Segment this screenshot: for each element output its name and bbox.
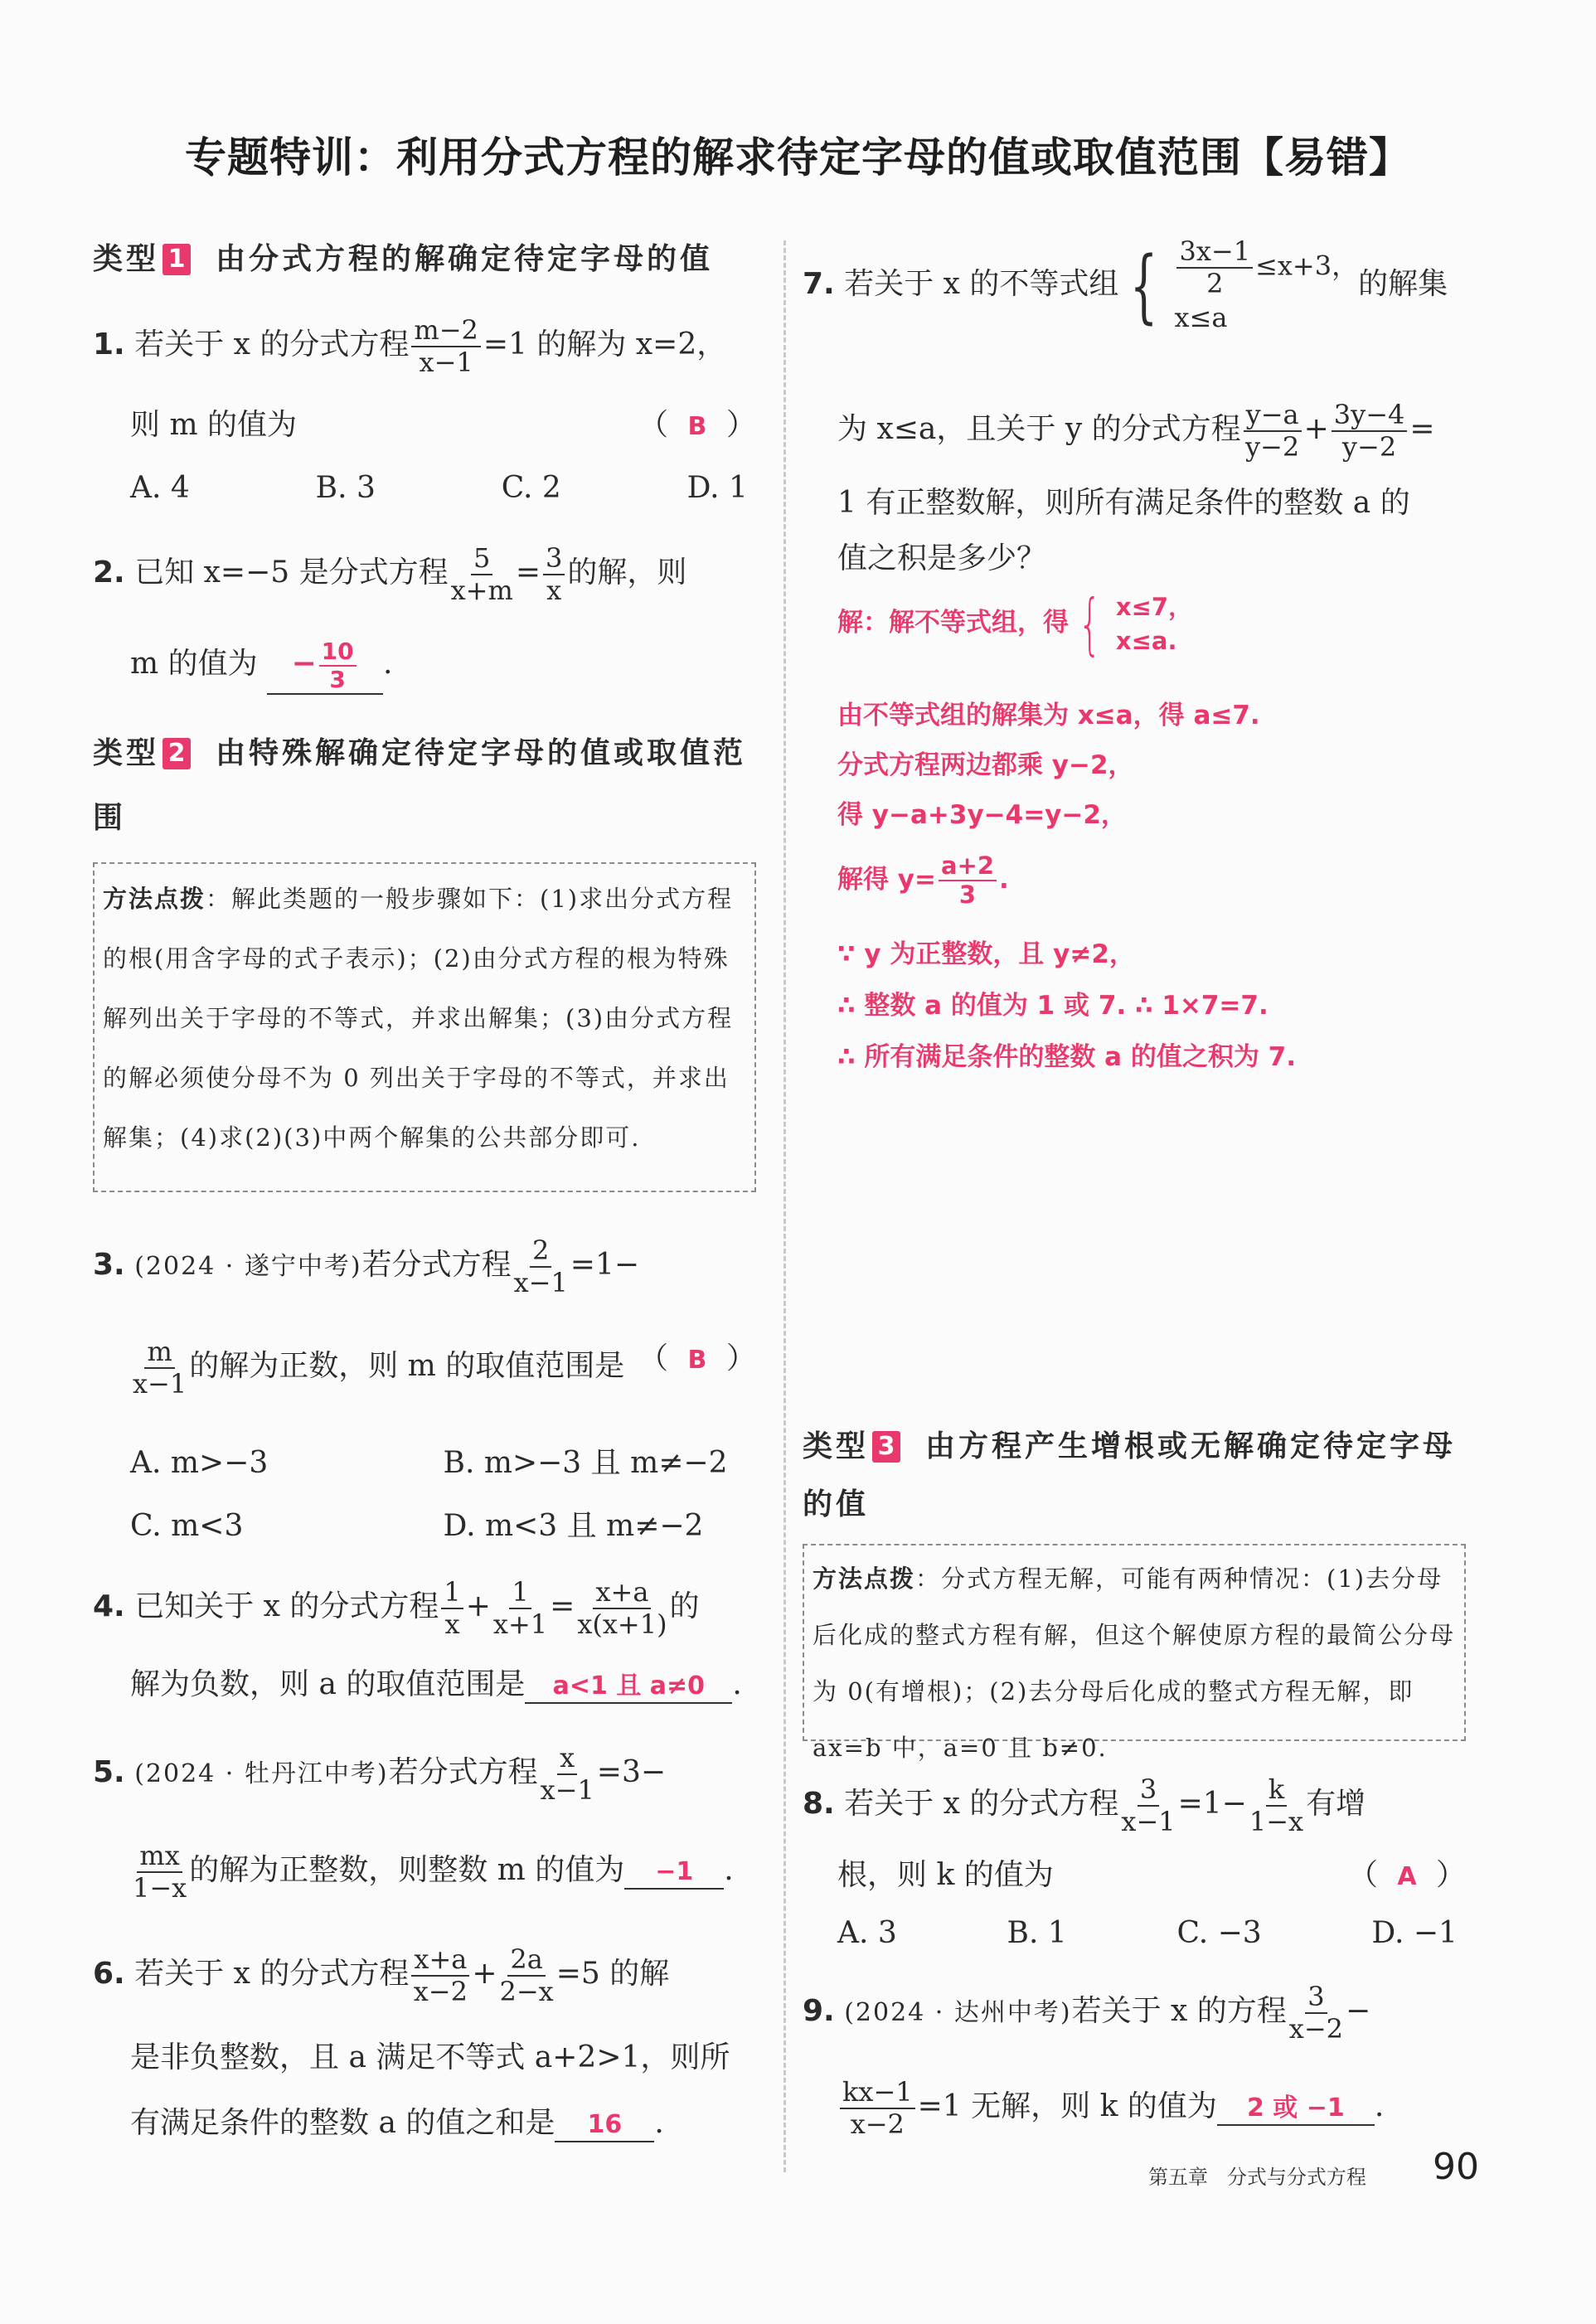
solution-7-step2: 由不等式组的解集为 x≤a，得 a≤7. bbox=[837, 701, 1260, 730]
question-7-line2: 为 x≤a，且关于 y 的分式方程 $\frac{y-a}{y-2}$ + $\frac{3y-4}{y-2}$ = bbox=[837, 399, 1435, 463]
method-tip-box: 方法点拨：解此类题的一般步骤如下：(1)求出分式方程的根(用含字母的式子表示)；(2)由分式方程的根为特殊解列出关于字母的不等式，并求出解集；(3)由分式方程的解必须使分母不为 0 列出关于字母的不等式，并求出解集；(4)求(2)(3)中两个解集的公共部分即可. bbox=[93, 862, 756, 1192]
fraction: $\frac{3y-4}{y-2}$ bbox=[1332, 400, 1408, 463]
question-7-line4: 值之积是多少？ bbox=[837, 541, 1047, 575]
type-3-heading: 类型 3 由方程产生增根或无解确定待定字母的值 bbox=[803, 1429, 1457, 1521]
question-9: 9. (2024 · 达州中考)若关于 x 的方程 $\frac{3}{x-2}$ − bbox=[803, 1981, 1371, 2045]
solution-7-step1: 解：解不等式组，得 { x≤7， x≤a. bbox=[837, 585, 1193, 662]
answer-blank: 16 bbox=[555, 2108, 654, 2142]
question-6: 6. 若关于 x 的分式方程 $\frac{x+a}{x-2}$ + $\frac{2a}{2-x}$ =5 的解 bbox=[93, 1943, 670, 2007]
fraction: $\frac{3}{x-1}$ bbox=[1121, 1773, 1176, 1837]
question-2-line2: m 的值为 − $\frac{10}{3}$ . bbox=[93, 638, 756, 695]
answer-paren: （ B ） bbox=[638, 1337, 756, 1381]
fraction: $\frac{1}{x}$ bbox=[441, 1577, 463, 1640]
solution-7-step3: 分式方程两边都乘 y−2， bbox=[837, 750, 1134, 780]
answer-paren: （ A ） bbox=[1348, 1853, 1466, 1898]
fraction: $\frac{5}{x+m}$ bbox=[450, 542, 513, 606]
answer-choice: B bbox=[687, 412, 707, 441]
question-6-line3: 有满足条件的整数 a 的值之和是 16 . bbox=[93, 2101, 756, 2146]
question-1-options bbox=[93, 466, 756, 511]
option-c: C. m<3 bbox=[130, 1509, 244, 1543]
page-title: 专题特训：利用分式方程的解求待定字母的值或取值范围【易错】 bbox=[185, 133, 1411, 182]
fraction: $\frac{3}{x}$ bbox=[543, 543, 565, 606]
answer-blank: −1 bbox=[624, 1856, 724, 1890]
question-7-line3: 1 有正整数解，则所有满足条件的整数 a 的 bbox=[837, 486, 1410, 520]
inequality-system: { $\frac{3x-1}{2}$ ≤x+3， x≤a bbox=[1130, 235, 1359, 333]
solution-7-step8: ∴ 所有满足条件的整数 a 的值之积为 7. bbox=[837, 1042, 1297, 1072]
solution-7-step4: 得 y−a+3y−4=y−2， bbox=[837, 800, 1127, 830]
fraction: $\frac{y-a}{y-2}$ bbox=[1244, 400, 1302, 463]
question-5: 5. (2024 · 牡丹江中考)若分式方程 $\frac{x}{x-1}$ =3− bbox=[93, 1742, 667, 1806]
option-b: B. m>−3 且 m≠−2 bbox=[443, 1446, 728, 1480]
question-3-line2: $\frac{m}{x-1}$ 的解为正数，则 m 的取值范围是 （ B ） bbox=[133, 1336, 756, 1400]
fraction: $\frac{x}{x-1}$ bbox=[540, 1742, 594, 1806]
fraction: $\frac{kx-1}{x-2}$ bbox=[840, 2077, 915, 2140]
chapter-topic: 分式与分式方程 bbox=[1226, 2166, 1366, 2189]
answer-blank: − $\frac{10}{3}$ bbox=[267, 638, 383, 695]
fraction: $\frac{2}{x-1}$ bbox=[513, 1235, 568, 1298]
question-8-options bbox=[803, 1911, 1466, 1956]
solution-7-step5: 解得 y= $\frac{a+2}{3}$ . bbox=[837, 851, 1009, 910]
question-8: 8. 若关于 x 的分式方程 $\frac{3}{x-1}$ =1− $\frac{k}{1-x}$ 有增 bbox=[803, 1773, 1366, 1837]
answer-choice: B bbox=[687, 1346, 707, 1375]
solution-7-step6: ∵ y 为正整数，且 y≠2， bbox=[837, 939, 1135, 969]
fraction: $\frac{m}{x-1}$ bbox=[133, 1336, 187, 1400]
option-a: A. 4 bbox=[130, 471, 190, 505]
question-2: 2. 已知 x=−5 是分式方程 $\frac{5}{x+m}$ = $\frac{3}{x}$ 的解，则 bbox=[93, 542, 687, 606]
option-a: A. m>−3 bbox=[130, 1446, 269, 1480]
question-1-line2: 则 m 的值为 （ B ） bbox=[93, 403, 756, 448]
type-badge: 3 bbox=[872, 1431, 900, 1463]
type-2-heading: 类型 2 由特殊解确定待定字母的值或取值范围 bbox=[93, 736, 747, 835]
option-c: C. 2 bbox=[501, 471, 561, 505]
question-9-line2: $\frac{kx-1}{x-2}$ =1 无解，则 k 的值为 2 或 −1 . bbox=[803, 2077, 1466, 2140]
question-3-options bbox=[93, 1432, 756, 1558]
fraction: $\frac{x+a}{x-2}$ bbox=[411, 1944, 469, 2007]
fraction: $\frac{a+2}{3}$ bbox=[939, 852, 997, 910]
option-a: A. 3 bbox=[837, 1916, 897, 1950]
question-4-line2: 解为负数，则 a 的取值范围是 a<1 且 a≠0 . bbox=[93, 1662, 756, 1707]
answer-paren: （ B ） bbox=[638, 403, 756, 448]
question-4: 4. 已知关于 x 的分式方程 $\frac{1}{x}$ + $\frac{1}{x+1}$ = $\frac{x+a}{x(x+1)}$ 的 bbox=[93, 1576, 700, 1640]
fraction: $\frac{mx}{1-x}$ bbox=[133, 1840, 187, 1904]
option-b: B. 1 bbox=[1007, 1916, 1067, 1950]
type-badge: 1 bbox=[163, 244, 191, 275]
page-number: 90 bbox=[1433, 2146, 1479, 2188]
option-c: C. −3 bbox=[1176, 1916, 1262, 1950]
fraction: $\frac{1}{x+1}$ bbox=[492, 1576, 548, 1640]
fraction: $\frac{k}{1-x}$ bbox=[1249, 1773, 1304, 1837]
question-6-line2: 是非负整数，且 a 满足不等式 a+2>1，则所 bbox=[130, 2040, 730, 2074]
solution-7-step7: ∴ 整数 a 的值为 1 或 7. ∴ 1×7=7. bbox=[837, 991, 1269, 1021]
fraction: $\frac{m-2}{x-1}$ bbox=[411, 315, 481, 378]
fraction: $\frac{3x-1}{2}$ bbox=[1176, 236, 1253, 299]
answer-fraction: $\frac{10}{3}$ bbox=[319, 638, 357, 693]
fraction: $\frac{x+a}{x(x+1)}$ bbox=[577, 1576, 667, 1640]
question-1: 1. 若关于 x 的分式方程 $\frac{m-2}{x-1}$ =1 的解为 x=2， bbox=[93, 314, 727, 378]
type-badge: 2 bbox=[163, 738, 191, 769]
question-5-line2: $\frac{mx}{1-x}$ 的解为正整数，则整数 m 的值为 −1 . bbox=[133, 1840, 734, 1904]
method-tip-box: 方法点拨：分式方程无解，可能有两种情况：(1)去分母后化成的整式方程有解，但这个解使原方程的最简公分母为 0(有增根)；(2)去分母后化成的整式方程无解，即 ax=b 中，a=0 且 b≠0. bbox=[803, 1544, 1466, 1741]
type-1-heading: 类型 1 由分式方程的解确定待定字母的值 bbox=[93, 242, 714, 276]
chapter-label: 第五章 bbox=[1148, 2166, 1208, 2189]
question-3: 3. (2024 · 遂宁中考)若分式方程 $\frac{2}{x-1}$ =1− bbox=[93, 1235, 640, 1298]
answer-blank: 2 或 −1 bbox=[1217, 2092, 1375, 2126]
question-8-line2: 根，则 k 的值为 （ A ） bbox=[803, 1853, 1466, 1898]
option-d: D. −1 bbox=[1371, 1916, 1458, 1950]
answer-blank: a<1 且 a≠0 bbox=[525, 1670, 732, 1704]
fraction: $\frac{2a}{2-x}$ bbox=[499, 1943, 554, 2007]
option-d: D. m<3 且 m≠−2 bbox=[443, 1509, 704, 1543]
solution-system: { x≤7， x≤a. bbox=[1078, 585, 1193, 662]
column-divider bbox=[783, 240, 786, 2172]
question-7: 7. 若关于 x 的不等式组 { $\frac{3x-1}{2}$ ≤x+3， x≤a 的解集 bbox=[803, 236, 1466, 336]
page-footer bbox=[1148, 2161, 1366, 2190]
option-d: D. 1 bbox=[686, 471, 748, 505]
fraction: $\frac{3}{x-2}$ bbox=[1288, 1981, 1343, 2045]
answer-choice: A bbox=[1397, 1862, 1417, 1891]
option-b: B. 3 bbox=[315, 471, 376, 505]
